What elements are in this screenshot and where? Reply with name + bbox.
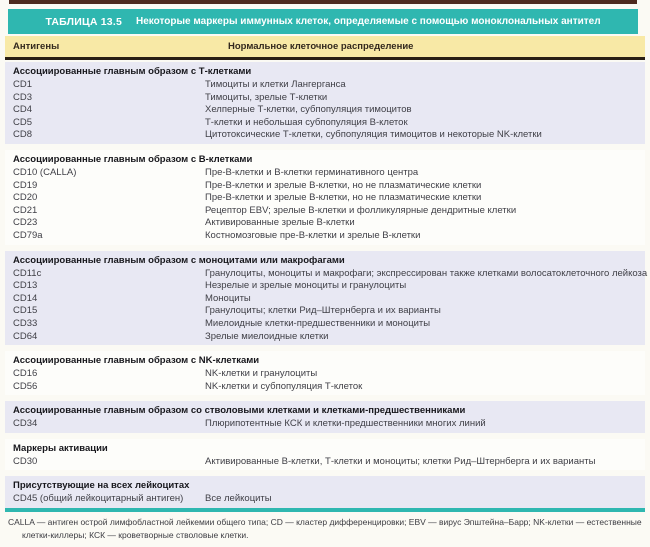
antigen-cell: CD45 (общий лейкоцитарный антиген): [13, 493, 184, 505]
table-row: [5, 104, 645, 117]
table-row: [5, 493, 645, 506]
table-section: [5, 150, 645, 245]
distribution-cell: Костномозговые пре-В-клетки и зрелые В-клетки: [205, 229, 421, 241]
table-row: [5, 192, 645, 205]
distribution-cell: Гранулоциты, моноциты и макрофаги; экспрессирован также клетками волосатоклеточного лейкоза: [205, 267, 648, 279]
table-row: [5, 456, 645, 469]
table-footnote: CALLA — антиген острой лимфобластной лейкемии общего типа; CD — кластер дифференцировки; EBV — вирус Эпштейна–Барр; NK-клетки — естественные клетки-киллеры; КСК — кроветворные стволовые клетки.: [8, 517, 642, 540]
antigen-cell: CD20: [13, 192, 38, 204]
table-row: [5, 217, 645, 230]
table-row: [5, 92, 645, 105]
column-header-antigens: Антигены: [13, 41, 60, 52]
distribution-cell: Пре-В-клетки и зрелые В-клетки, но не плазматические клетки: [205, 179, 482, 191]
antigen-cell: CD23: [13, 217, 38, 229]
table-row: [5, 167, 645, 180]
table-section: [5, 476, 645, 508]
section-header: Ассоциированные главным образом с моноцитами или макрофагами: [13, 254, 345, 266]
table-row: [5, 280, 645, 293]
table-row: [5, 267, 648, 281]
distribution-cell: Пре-В-клетки и зрелые В-клетки, но не плазматические клетки: [205, 192, 482, 204]
antigen-cell: CD10 (CALLA): [13, 166, 77, 178]
distribution-cell: Тимоциты и клетки Лангерганса: [205, 79, 346, 90]
antigen-cell: CD79a: [13, 229, 43, 241]
distribution-cell: Зрелые миелоидные клетки: [205, 330, 329, 342]
table-section: [5, 251, 648, 346]
antigen-cell: CD3: [13, 91, 33, 103]
antigen-cell: CD33: [13, 317, 38, 329]
table-row: [5, 305, 645, 318]
antigen-cell: CD34: [13, 418, 38, 430]
distribution-cell: Незрелые и зрелые моноциты и гранулоциты: [205, 280, 407, 292]
distribution-cell: Активированные зрелые В-клетки: [205, 217, 355, 229]
table-sections: [5, 62, 648, 512]
antigen-cell: CD21: [13, 204, 38, 216]
distribution-cell: Активированные В-клетки, Т-клетки и моноциты; клетки Рид–Штернберга и их варианты: [205, 455, 596, 467]
table-row: [5, 331, 645, 344]
table-row: [5, 230, 645, 243]
table-row: [5, 129, 645, 142]
table-section: [5, 351, 645, 395]
table-number-label: ТАБЛИЦА 13.5: [45, 15, 122, 28]
antigen-cell: CD13: [13, 280, 38, 292]
table-row: [5, 180, 645, 193]
antigen-cell: CD14: [13, 292, 38, 304]
distribution-cell: Миелоидные клетки-предшественники и моноциты: [205, 317, 431, 329]
table-title: Некоторые маркеры иммунных клеток, определяемые с помощью моноклональных антител: [135, 16, 601, 27]
antigen-cell: CD16: [13, 368, 38, 380]
distribution-cell: Все лейкоциты: [205, 493, 272, 505]
table-row: [5, 381, 645, 394]
antigen-cell: CD8: [13, 129, 33, 141]
table-row: [5, 79, 645, 92]
section-header: Присутствующие на всех лейкоцитах: [13, 480, 190, 492]
antigen-cell: CD19: [13, 179, 38, 191]
distribution-cell: Гранулоциты; клетки Рид–Штернберга и их варианты: [205, 305, 441, 317]
section-header: Ассоциированные главным образом с Т-клетками: [13, 66, 252, 77]
top-rule: [9, 0, 637, 4]
table-row: [5, 205, 645, 218]
antigen-cell: CD5: [13, 116, 33, 128]
column-header-distribution: Нормальное клеточное распределение: [228, 41, 414, 52]
antigen-cell: CD30: [13, 455, 38, 467]
distribution-cell: Моноциты: [205, 292, 251, 304]
antigen-cell: CD64: [13, 330, 38, 342]
table-section: [5, 439, 645, 471]
distribution-cell: Плюрипотентные КСК и клетки-предшественники многих линий: [205, 418, 486, 430]
bottom-rule: [5, 508, 645, 512]
antigen-cell: CD4: [13, 104, 33, 116]
section-header: Ассоциированные главным образом со стволовыми клетками и клетками-предшественниками: [13, 405, 466, 417]
distribution-cell: NK-клетки и субпопуляция Т-клеток: [205, 380, 363, 392]
antigen-cell: CD1: [13, 79, 33, 90]
distribution-cell: NK-клетки и гранулоциты: [205, 368, 318, 380]
table-row: [5, 368, 645, 381]
distribution-cell: Рецептор EBV; зрелые В-клетки и фолликулярные дендритные клетки: [205, 204, 517, 216]
distribution-cell: Т-клетки и небольшая субпопуляция В-клеток: [205, 116, 408, 128]
table-section: [5, 401, 645, 433]
section-header: Ассоциированные главным образом с В-клетками: [13, 153, 253, 165]
section-header: Ассоциированные главным образом с NK-клетками: [13, 355, 260, 367]
table-section: [5, 62, 645, 144]
distribution-cell: Цитотоксические Т-клетки, субпопуляция тимоцитов и некоторые NK-клетки: [205, 129, 542, 141]
table-row: [5, 117, 645, 130]
table-row: [5, 418, 645, 431]
antigen-cell: CD15: [13, 305, 38, 317]
section-header: Маркеры активации: [13, 442, 108, 454]
antigen-cell: CD11c: [13, 267, 42, 279]
distribution-cell: Тимоциты, зрелые Т-клетки: [205, 91, 328, 103]
antigen-cell: CD56: [13, 380, 38, 392]
table-row: [5, 318, 645, 331]
distribution-cell: Пре-В-клетки и В-клетки герминативного центра: [205, 166, 419, 178]
distribution-cell: Хелперные Т-клетки, субпопуляция тимоцитов: [205, 104, 412, 116]
column-header-row: [5, 36, 645, 60]
table-row: [5, 293, 645, 306]
table-title-bar: [8, 9, 638, 34]
